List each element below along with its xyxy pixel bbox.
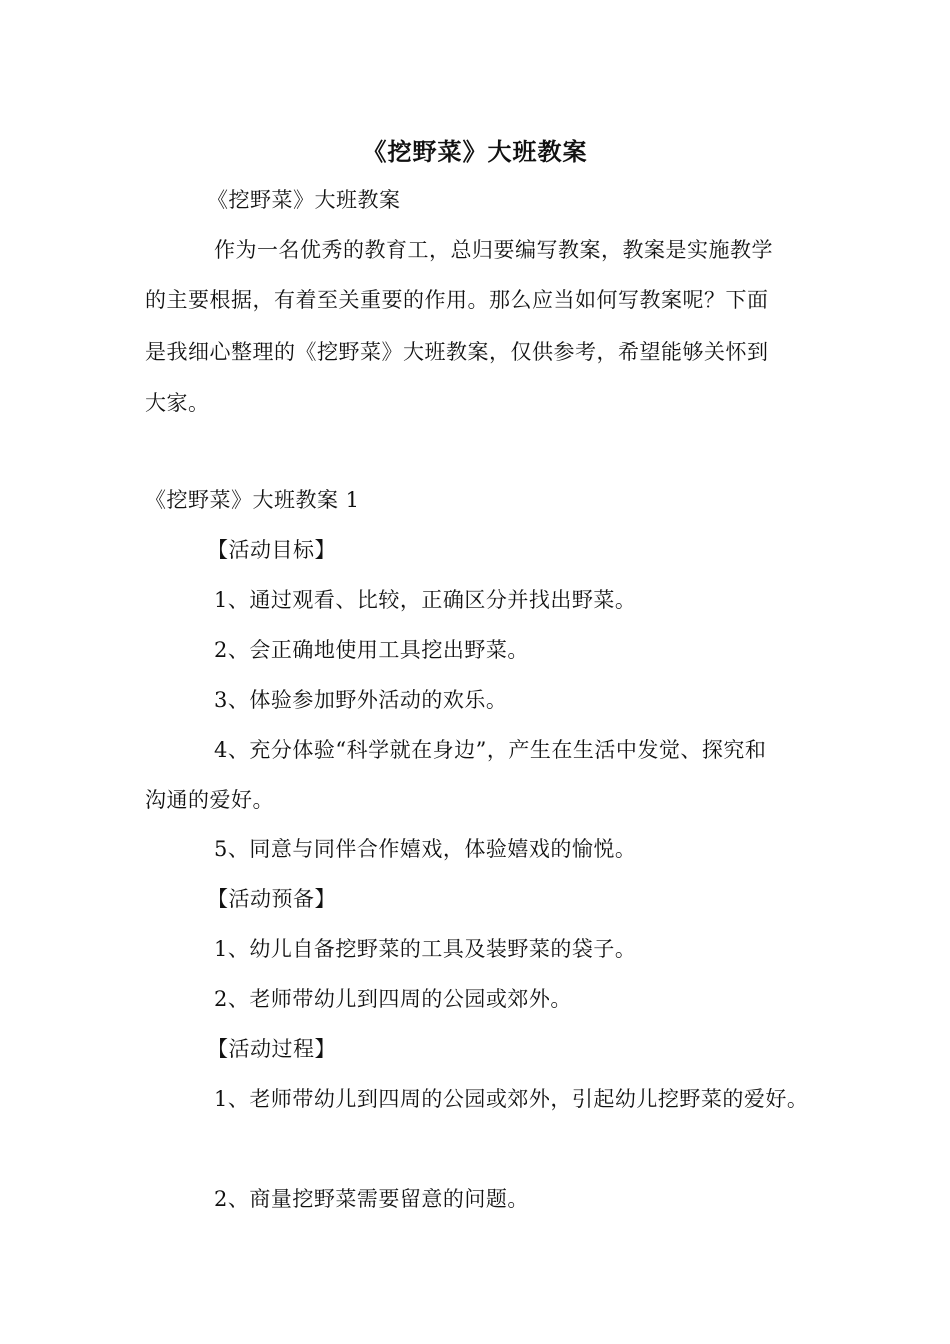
process-item: 2、商量挖野菜需要留意的问题。 — [214, 1187, 529, 1211]
prep-item: 2、老师带幼儿到四周的公园或郊外。 — [214, 987, 572, 1011]
goal-item: 2、会正确地使用工具挖出野菜。 — [214, 638, 529, 662]
section-heading: 《挖野菜》大班教案 1 — [145, 488, 360, 512]
process-item: 1、老师带幼儿到四周的公园或郊外，引起幼儿挖野菜的爱好。 — [214, 1087, 809, 1111]
goals-heading: 【活动目标】 — [207, 538, 336, 562]
goal-item-continuation: 沟通的爱好。 — [145, 788, 274, 812]
intro-line-4: 大家。 — [145, 391, 210, 415]
goal-item: 4、充分体验“科学就在身边”，产生在生活中发觉、探究和 — [214, 738, 767, 762]
document-title: 《挖野菜》大班教案 — [362, 137, 588, 166]
document-subtitle: 《挖野菜》大班教案 — [207, 188, 401, 212]
process-heading: 【活动过程】 — [207, 1037, 336, 1061]
prep-heading: 【活动预备】 — [207, 887, 336, 911]
prep-item: 1、幼儿自备挖野菜的工具及装野菜的袋子。 — [214, 937, 637, 961]
goal-item: 5、同意与同伴合作嬉戏，体验嬉戏的愉悦。 — [214, 837, 637, 861]
goal-item: 1、通过观看、比较，正确区分并找出野菜。 — [214, 588, 637, 612]
intro-line-1: 作为一名优秀的教育工，总归要编写教案，教案是实施教学 — [214, 238, 773, 262]
intro-line-2: 的主要根据，有着至关重要的作用。那么应当如何写教案呢？下面 — [145, 288, 769, 312]
intro-line-3: 是我细心整理的《挖野菜》大班教案，仅供参考，希望能够关怀到 — [145, 340, 769, 364]
goal-item: 3、体验参加野外活动的欢乐。 — [214, 688, 508, 712]
